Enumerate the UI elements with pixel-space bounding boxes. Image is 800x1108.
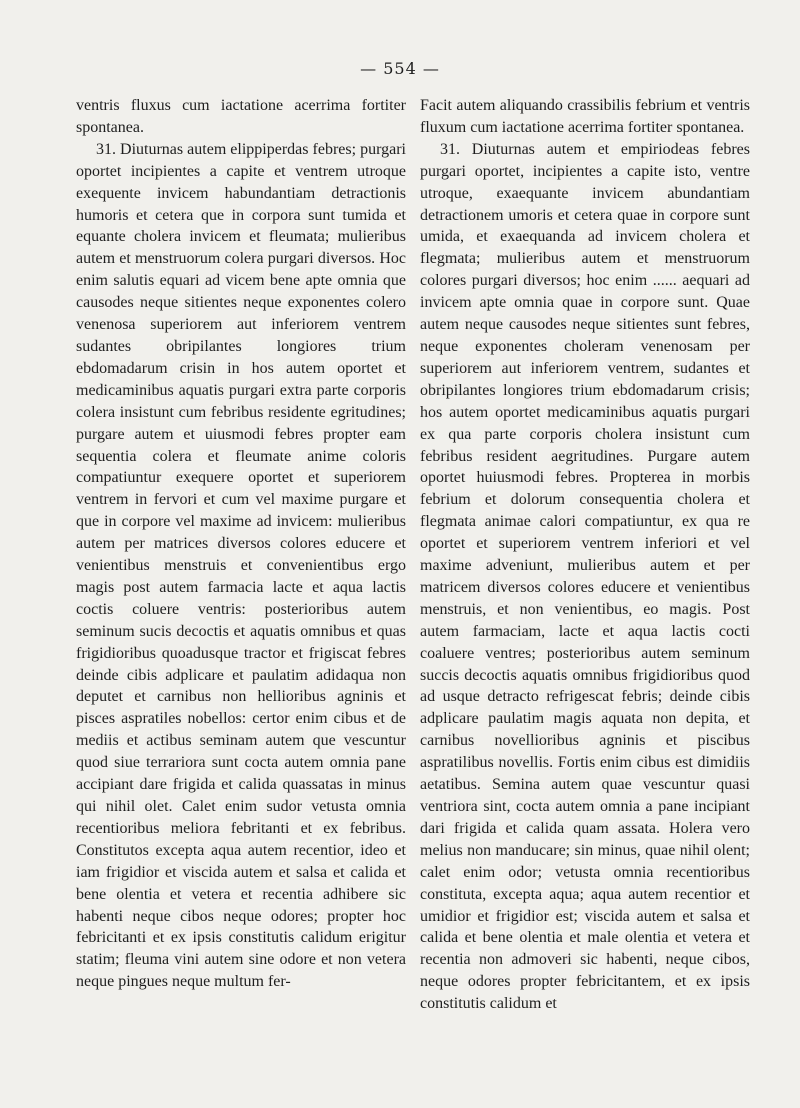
page-number: — 554 — — [360, 59, 440, 78]
left-paragraph-1: ventris fluxus cum iactatione acerrima fortiter spontanea. — [76, 97, 406, 136]
left-column — [76, 95, 406, 993]
left-paragraph-2: 31. Diuturnas autem elippiperdas febres; purgari oportet incipientes a capite et ventrem utroque exequente invicem habundantiam detractionis humoris et cetera que in corpora sunt tumida et equante cholera invicem et fleumata; mulieribus autem et menstruorum colera purgari diversos. Hoc enim salutis equari ad vicem bene apte omnia que causodes neque sitientes neque exponentes colero venenosa superiorem aut inferiorem ventrem sudantes obripilantes longiores trium ebdomadarum crisin in hos autem oportet et medicaminibus aquatis purgari extra parte corporis colera insistunt cum febribus residente egritudines; purgare autem et uiusmodi febres propter eam sequentia colera et fleumate anime coloris compatiuntur exequere oportet et superiorem ventrem in fervori et cum vel maxime purgare et que in corpore vel maxime ad invicem: mulieribus autem per matrices diversos colores educere et venientibus menstruis et convenientibus ergo magis post autem farmacia lacte et aqua lactis coctis coluere ventris: posterioribus autem seminum sucis decoctis et aquatis omnibus et quas frigidioribus quoadusque tractor et frigiscat febres deinde cibis adplicare et paulatim adidaqua non deputet et carnibus non hellioribus agninis et pisces aspratiles nobellos: certor enim cibus et de mediis et actibus seminam autem que vescuntur quod siue terrariora sunt cocta autem omnia pane accipiant dare frigida et calida quassatas in minus qui nihil olet. Calet enim sudor vetusta omnia recentioribus meliora febritanti et ex febribus. Constitutos excepta aqua autem recentior, ideo et iam frigidior et viscida autem et salsa et calida et bene olentia et vetera et recentia adhibere sic habenti neque cibos neque odores; propter hoc febricitanti et ex ipsis constitutis calidum erigitur statim; fleuma vini autem sine odore et non vetera neque pingues neque multum fer- — [76, 140, 406, 991]
right-paragraph-1: Facit autem aliquando crassibilis febrium et ventris fluxum cum iactatione acerrima fortiter spontanea. — [420, 97, 750, 136]
right-paragraph-2: 31. Diuturnas autem et empiriodeas febres purgari oportet, incipientes a capite isto, ventre utroque, exaequante invicem abundantiam detractionem umoris et cetera quae in corpore sunt umida, et exaequanda ad invicem cholera et flegmata; mulieribus autem et menstruorum colores purgari diversos; hoc enim ...... aequari ad invicem apte omnia quae in corpore sunt. Quae autem neque causodes neque sitientes sunt febres, neque exponentes choleram venenosam per superiorem aut inferiorem ventrem, sudantes et obripilantes longiores trium ebdomadarum crisis; hos autem oportet medicaminibus aquatis purgari ex qua parte corporis cholera insistunt cum febribus resident aegritudines. Purgare autem oportet huiusmodi febres. Propterea in morbis febrium et dolorum consequentia cholera et flegmata animae calori compatiuntur, ex qua re oportet et superiorem ventrem inferiori et vel maxime adveniunt, mulieribus autem et per matricem diversos colores educere et venientibus menstruis, et non venientibus, eo magis. Post autem farmaciam, lacte et aqua lactis cocti coaluere ventres; posterioribus autem seminum succis decoctis aquatis omnibus frigidioribus quod ad usque detracto refrigescat febris; deinde cibis adplicare paulatim magis aquata non depita, et carnibus novellioribus agninis et piscibus aspratilibus novellis. Fortis enim cibus est dimidiis aetatibus. Semina autem quae vescuntur quasi ventriora sint, cocta autem omnia a pane incipiant dari frigida et calida quam assata. Holera vero melius non manducare; sin minus, quae nihil olent; calet enim odor; vetusta omnia recentioribus constituta, excepta aqua; aqua autem recentior et umidior et frigidior est; viscida autem et salsa et calida et bene olentia et male olentia et vetera et recentia non admoveri sic habenti, neque cibos, neque odores propter febricitantem, et ex ipsis constitutis calidum et — [420, 140, 750, 1013]
right-column — [420, 95, 750, 1015]
